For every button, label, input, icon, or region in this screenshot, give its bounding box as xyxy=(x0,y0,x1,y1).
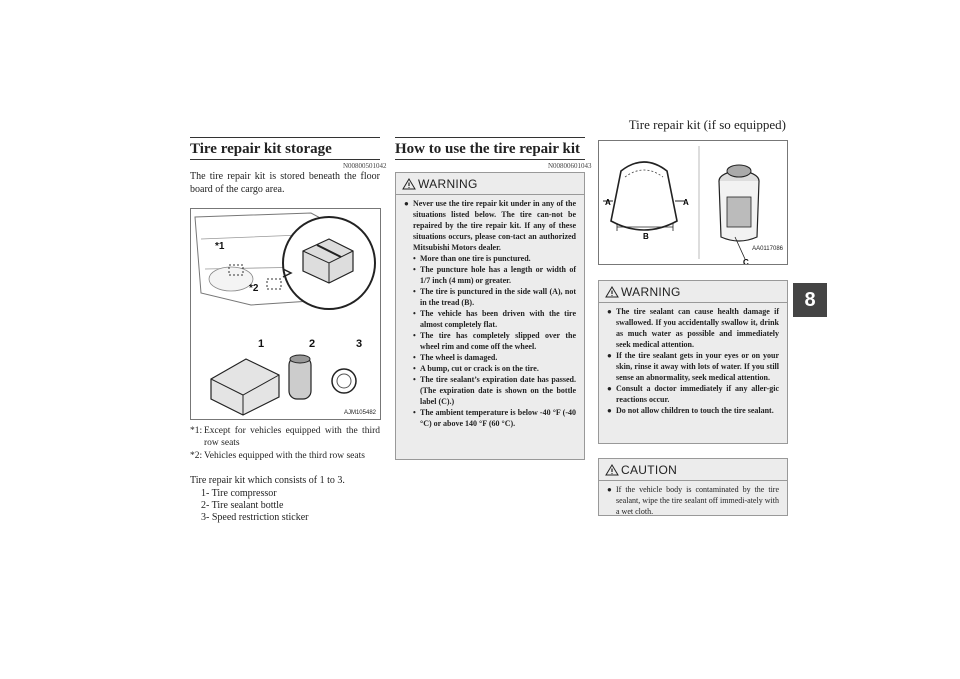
note-star2 xyxy=(190,450,380,476)
warning-condition-text: The tire has completely slipped over the wheel rim and come off the wheel. xyxy=(420,331,576,351)
sub-bullet-icon: • xyxy=(413,364,416,373)
warning-condition xyxy=(404,407,576,429)
warning-item-text: Consult a doctor immediately if any aller-gic reactions occur. xyxy=(616,384,779,404)
storage-figure xyxy=(190,208,381,420)
middle-title-underline xyxy=(395,159,585,160)
caution-label: CAUTION xyxy=(621,462,678,477)
warning-body xyxy=(599,303,787,420)
kit-item-1: 1- Tire compressor xyxy=(201,488,277,499)
warning-header xyxy=(599,281,787,303)
warning-condition-text: The wheel is damaged. xyxy=(420,353,498,362)
warning-condition xyxy=(404,374,576,407)
caution-icon xyxy=(605,464,619,476)
figure-label-star1: *1 xyxy=(215,241,225,252)
figure-label-a-left: A xyxy=(605,198,611,207)
warning-label: WARNING xyxy=(621,284,681,299)
left-section-title: Tire repair kit storage xyxy=(190,141,332,157)
warning-label: WARNING xyxy=(418,176,478,191)
caution-body xyxy=(599,481,787,521)
middle-warning-panel xyxy=(395,172,585,460)
warning-body xyxy=(396,195,584,433)
sub-bullet-icon: • xyxy=(413,265,416,274)
caution-item xyxy=(607,484,779,517)
figure-label-b: B xyxy=(643,232,649,241)
note-mark: *2: xyxy=(190,451,203,461)
warning-item xyxy=(607,383,779,405)
sub-bullet-icon: • xyxy=(413,254,416,263)
warning-condition xyxy=(404,352,576,363)
kit-consists-text: Tire repair kit which consists of 1 to 3. xyxy=(190,475,345,486)
warning-condition xyxy=(404,363,576,374)
running-header-title: Tire repair kit (if so equipped) xyxy=(628,117,786,132)
figure-label-star2: *2 xyxy=(249,283,259,294)
note-star1 xyxy=(190,425,380,451)
caution-item-text: If the vehicle body is contaminated by the tire sealant, wipe the tire sealant off immedi-ately with a wet cloth. xyxy=(616,485,779,516)
warning-icon xyxy=(402,178,416,190)
warning-condition xyxy=(404,330,576,352)
warning-condition xyxy=(404,308,576,330)
storage-illustration xyxy=(191,209,381,420)
warning-icon xyxy=(605,286,619,298)
bullet-icon: ● xyxy=(607,485,612,494)
warning-condition-text: More than one tire is punctured. xyxy=(420,254,531,263)
figure-label-2: 2 xyxy=(309,338,316,350)
sub-bullet-icon: • xyxy=(413,287,416,296)
bullet-icon: ● xyxy=(607,406,612,415)
warning-item xyxy=(607,306,779,350)
figure-label-a-right: A xyxy=(683,198,689,207)
tire-bottle-figure xyxy=(598,140,788,265)
warning-condition-text: The puncture hole has a length or width of 1/7 inch (4 mm) or greater. xyxy=(420,265,576,285)
right-warning-panel xyxy=(598,280,788,444)
warning-item-text: If the tire sealant gets in your eyes or on your skin, rinse it away with lots of water. If you still sense an abnormality, seek medical attention. xyxy=(616,351,779,382)
storage-figure-caption: AJM105482 xyxy=(343,410,376,416)
warning-condition-text: The ambient temperature is below -40 °F (-40 °C) or above 140 °F (60 °C). xyxy=(420,408,576,428)
sub-bullet-icon: • xyxy=(413,408,416,417)
warning-condition-text: The tire is punctured in the side wall (A), not in the tread (B). xyxy=(420,287,576,307)
figure-label-3: 3 xyxy=(356,338,363,350)
bullet-icon: ● xyxy=(607,307,612,316)
warning-item-text: Do not allow children to touch the tire sealant. xyxy=(616,406,774,415)
figure-label-1: 1 xyxy=(258,338,265,350)
kit-item-2: 2- Tire sealant bottle xyxy=(201,500,284,511)
warning-condition xyxy=(404,253,576,264)
chapter-tab: 8 xyxy=(793,283,827,317)
middle-section-title: How to use the tire repair kit xyxy=(395,141,580,157)
figure-label-c: C xyxy=(743,258,749,265)
warning-condition xyxy=(404,264,576,286)
warning-lead xyxy=(404,198,576,253)
sub-bullet-icon: • xyxy=(413,331,416,340)
bullet-icon: ● xyxy=(404,199,409,208)
tire-figure-caption: AA0117086 xyxy=(752,246,783,252)
left-title-rule xyxy=(190,137,380,138)
bullet-icon: ● xyxy=(607,384,612,393)
left-title-underline xyxy=(190,159,380,160)
middle-ref-code: N00800601043 xyxy=(548,162,592,170)
sub-bullet-icon: • xyxy=(413,309,416,318)
note-mark: *1: xyxy=(190,426,203,436)
sub-bullet-icon: • xyxy=(413,375,416,384)
warning-item xyxy=(607,405,779,416)
warning-item xyxy=(607,350,779,383)
warning-condition-text: A bump, cut or crack is on the tire. xyxy=(420,364,539,373)
left-ref-code: N00800501042 xyxy=(343,162,387,170)
left-intro-text: The tire repair kit is stored beneath the floor board of the cargo area. xyxy=(190,171,380,195)
note-text: Except for vehicles equipped with the third row seats xyxy=(204,426,380,448)
bullet-icon: ● xyxy=(607,351,612,360)
warning-lead-text: Never use the tire repair kit under in any of the situations listed below. The tire can-not be repaired by the tire repair kit. If any of these situations occurs, please con-tact an authorized Mitsubishi Motors dealer. xyxy=(413,199,576,252)
kit-item-3: 3- Speed restriction sticker xyxy=(201,512,309,523)
warning-condition-text: The tire sealant’s expiration date has passed. (The expiration date is shown on the bottle label (C).) xyxy=(420,375,576,406)
note-text: Vehicles equipped with the third row seats xyxy=(204,451,365,461)
caution-panel xyxy=(598,458,788,516)
warning-item-text: The tire sealant can cause health damage if swallowed. If you accidentally swallow it, drink as much water as possible and immediately seek medical attention. xyxy=(616,307,779,349)
caution-header xyxy=(599,459,787,481)
sub-bullet-icon: • xyxy=(413,353,416,362)
middle-title-rule xyxy=(395,137,585,138)
warning-condition-text: The vehicle has been driven with the tire almost completely flat. xyxy=(420,309,576,329)
warning-condition xyxy=(404,286,576,308)
warning-header xyxy=(396,173,584,195)
